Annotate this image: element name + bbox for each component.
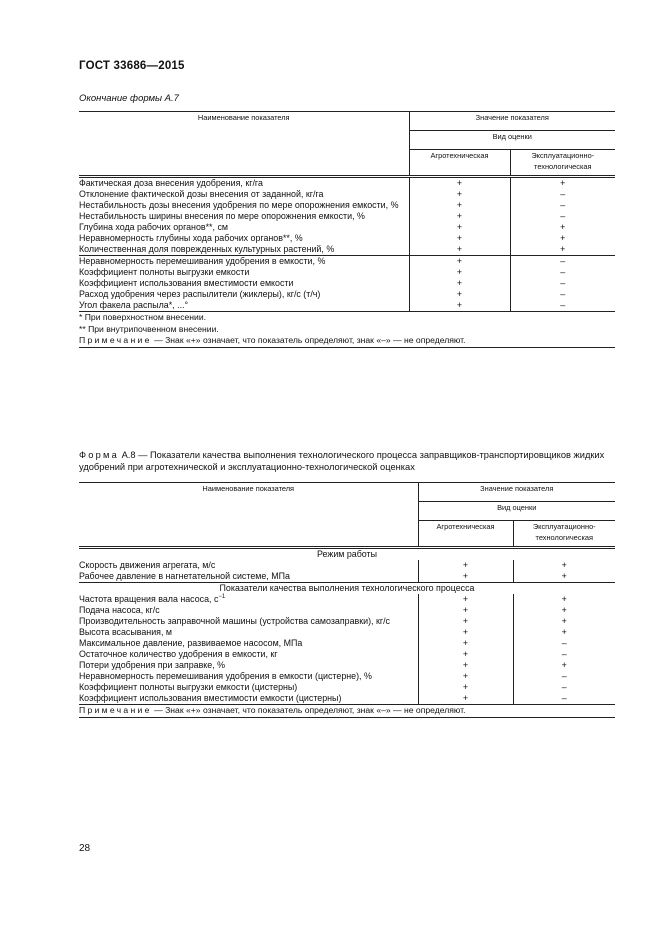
row-exp-mark: – [513, 638, 615, 649]
row-name: Коэффициент использования вместимости емкости [79, 278, 294, 288]
table-row [79, 616, 615, 627]
col-header-value: Значение показателя [409, 112, 615, 131]
table-row [79, 256, 615, 268]
table-form-a7 [79, 111, 615, 348]
row-name: Производительность заправочной машины (устройства самозаправки), кг/с [79, 616, 390, 626]
row-exp-mark: – [513, 693, 615, 705]
table-form-a8 [79, 482, 615, 718]
col-header-name: Наименование показателя [79, 112, 409, 177]
footnote: * При поверхностном внесении. [79, 312, 207, 322]
table-row [79, 289, 615, 300]
table-row [79, 233, 615, 244]
row-agro-mark: + [418, 594, 513, 605]
table-row [79, 211, 615, 222]
table-row [79, 189, 615, 200]
section-title: Показатели качества выполнения технологического процесса [219, 583, 475, 593]
row-agro-mark: + [409, 289, 510, 300]
row-name: Расход удобрения через распылители (жиклеры), кг/с (т/ч) [79, 289, 321, 299]
table-row [79, 222, 615, 233]
row-name: Коэффициент использования вместимости емкости (цистерны) [79, 693, 342, 703]
table-row [79, 638, 615, 649]
table-row [79, 267, 615, 278]
row-name: Нестабильность дозы внесения удобрения по мере опорожнения емкости, % [79, 200, 399, 210]
row-agro-mark: + [409, 222, 510, 233]
table-row [79, 571, 615, 583]
col-header-exp: Эксплуатационно-технологическая [513, 521, 615, 548]
col-header-name: Наименование показателя [79, 483, 418, 548]
row-exp-mark: + [513, 616, 615, 627]
row-agro-mark: + [418, 571, 513, 583]
row-exp-mark: + [510, 233, 615, 244]
note-text: — Знак «+» означает, что показатель определяют, знак «–» — не определяют. [151, 705, 466, 715]
row-agro-mark: + [418, 627, 513, 638]
row-exp-mark: – [510, 189, 615, 200]
row-name: Отклонение фактической дозы внесения от заданной, кг/га [79, 189, 324, 199]
table-row [79, 560, 615, 571]
col-header-exp: Эксплуатационно-технологическая [510, 150, 615, 177]
row-name: Угол факела распыла*, ...° [79, 300, 189, 310]
row-agro-mark: + [409, 256, 510, 268]
row-agro-mark: + [418, 660, 513, 671]
row-exp-mark: – [510, 211, 615, 222]
row-exp-mark: – [510, 289, 615, 300]
row-agro-mark: + [418, 671, 513, 682]
table-row [79, 244, 615, 256]
row-agro-mark: + [409, 200, 510, 211]
col-header-agro: Агротехническая [418, 521, 513, 548]
row-name: Неравномерность глубины хода рабочих органов**, % [79, 233, 303, 243]
row-name: Коэффициент полноты выгрузки емкости [79, 267, 250, 277]
row-agro-mark: + [409, 211, 510, 222]
row-agro-mark: + [418, 693, 513, 705]
col-header-agro: Агротехническая [409, 150, 510, 177]
row-agro-mark: + [409, 233, 510, 244]
row-agro-mark: + [409, 267, 510, 278]
row-exp-mark: + [513, 571, 615, 583]
row-name: Подача насоса, кг/с [79, 605, 160, 615]
form-a8-title: Форма А.8 — Показатели качества выполнения технологического процесса заправщиков-транспортировщиков жидких удобрений при агротехнической и эксплуатационно-технологической оценках [79, 450, 605, 472]
row-agro-mark: + [409, 300, 510, 312]
row-exp-mark: + [513, 627, 615, 638]
col-header-value: Значение показателя [418, 483, 615, 502]
row-agro-mark: + [409, 278, 510, 289]
row-agro-mark: + [409, 177, 510, 190]
row-agro-mark: + [409, 189, 510, 200]
row-exp-mark: – [510, 300, 615, 312]
row-exp-mark: + [513, 594, 615, 605]
col-header-eval: Вид оценки [409, 131, 615, 150]
row-exp-mark: – [513, 682, 615, 693]
table-row [79, 682, 615, 693]
row-name: Потери удобрения при заправке, % [79, 660, 226, 670]
table-row [79, 278, 615, 289]
table-row [79, 594, 615, 605]
table-row [79, 300, 615, 312]
row-agro-mark: + [418, 560, 513, 571]
row-exp-mark: – [510, 256, 615, 268]
row-name: Высота всасывания, м [79, 627, 172, 637]
note-label: Примечание [79, 335, 152, 345]
row-exp-mark: – [510, 278, 615, 289]
row-name: Нестабильность ширины внесения по мере опорожнения емкости, % [79, 211, 365, 221]
table-note [79, 705, 615, 718]
row-agro-mark: + [418, 605, 513, 616]
table-row [79, 200, 615, 211]
row-name: Рабочее давление в нагнетательной системе, МПа [79, 571, 290, 581]
table-caption: Окончание формы А.7 [79, 93, 179, 104]
row-exp-mark: + [513, 605, 615, 616]
row-name: Неравномерность перемешивания удобрения в емкости (цистерне), % [79, 671, 372, 681]
row-exp-mark: – [513, 649, 615, 660]
row-exp-mark: + [513, 660, 615, 671]
row-name: Количественная доля поврежденных культурных растений, % [79, 244, 335, 254]
document-header: ГОСТ 33686—2015 [79, 60, 185, 72]
note-label: Примечание [79, 705, 152, 715]
row-exp-mark: + [510, 177, 615, 190]
row-exp-mark: + [510, 222, 615, 233]
footnote: ** При внутрипочвенном внесении. [79, 323, 219, 334]
table-row [79, 605, 615, 616]
row-agro-mark: + [418, 682, 513, 693]
row-name: Неравномерность перемешивания удобрения в емкости, % [79, 256, 409, 268]
section-row [79, 548, 615, 561]
row-name: Глубина хода рабочих органов**, см [79, 222, 228, 232]
row-name: Частота вращения вала насоса, $с^{-1}$ [79, 594, 226, 604]
table-row [79, 660, 615, 671]
table-row [79, 671, 615, 682]
col-header-eval: Вид оценки [418, 502, 615, 521]
row-name: Скорость движения агрегата, м/с [79, 560, 216, 570]
row-exp-mark: – [513, 671, 615, 682]
row-exp-mark: + [513, 560, 615, 571]
row-agro-mark: + [418, 616, 513, 627]
table-row [79, 627, 615, 638]
row-name: Коэффициент полноты выгрузки емкости (цистерны) [79, 682, 298, 692]
table-row [79, 177, 615, 190]
page-number: 28 [79, 843, 91, 854]
section-title: Режим работы [317, 549, 377, 559]
table-row [79, 649, 615, 660]
row-agro-mark: + [409, 244, 510, 256]
table-row [79, 693, 615, 705]
row-exp-mark: – [510, 200, 615, 211]
row-name: Фактическая доза внесения удобрения, кг/га [79, 177, 409, 190]
table-footnotes [79, 312, 615, 348]
row-agro-mark: + [418, 638, 513, 649]
row-agro-mark: + [418, 649, 513, 660]
row-name: Максимальное давление, развиваемое насосом, МПа [79, 638, 303, 648]
section-row [79, 583, 615, 595]
row-name: Остаточное количество удобрения в емкости, кг [79, 649, 278, 659]
row-exp-mark: + [510, 244, 615, 256]
row-exp-mark: – [510, 267, 615, 278]
note-text: — Знак «+» означает, что показатель определяют, знак «–» — не определяют. [151, 335, 466, 345]
